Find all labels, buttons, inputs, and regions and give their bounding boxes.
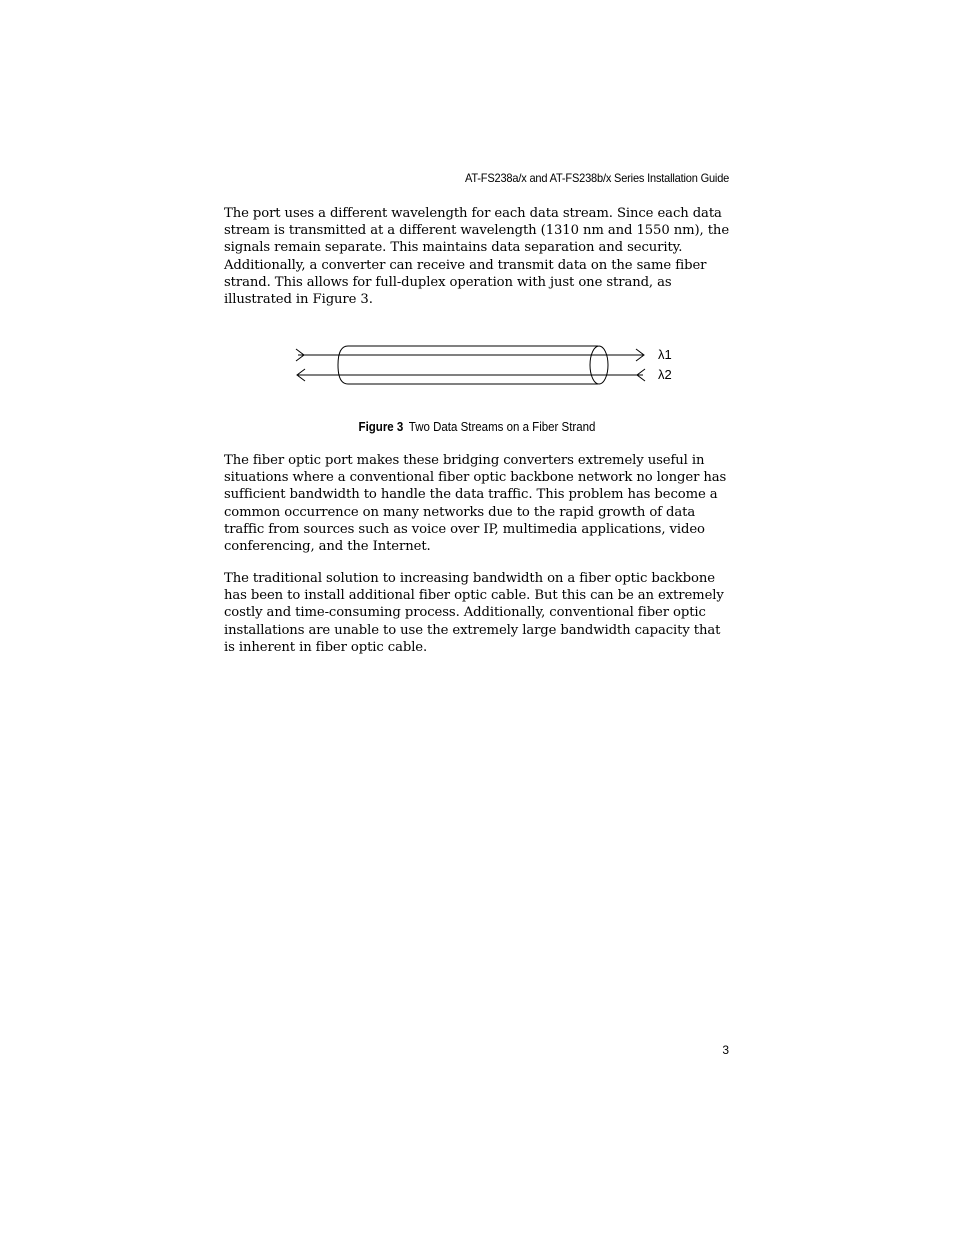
figure-number: Figure 3 [358,420,404,434]
paragraph-traditional-solution: The traditional solution to increasing bandwidth on a fiber optic backbone has been to install additional fiber optic cable. But this can be an extremely costly and time-consuming process. Additionally, conventional fiber optic installations are unable to use the extremely large bandwidth capacity that is inherent in fiber optic cable. [224,571,724,655]
figure-caption-text: Two Data Streams on a Fiber Strand [408,420,596,434]
fiber-cable-end [590,346,608,384]
fiber-strand-diagram [290,340,690,390]
wavelength-label-1: λ1 [658,347,672,362]
page-number: 3 [722,1043,729,1057]
running-header: AT-FS238a/x and AT-FS238b/x Series Installation Guide [464,171,729,185]
wavelength-label-2: λ2 [658,367,672,382]
fiber-strand-svg [290,340,690,390]
figure-caption [38,420,916,434]
paragraph-bridging-converters: The fiber optic port makes these bridging converters extremely useful in situations where a conventional fiber optic backbone network no longer has sufficient bandwidth to handle the data traffic. This problem has become a common occurrence on many networks due to the rapid growth of data traffic from sources such as voice over IP, multimedia applications, video conferencing, and the Internet. [224,453,727,555]
fiber-cable-outline [338,346,598,384]
paragraph-wavelength: The port uses a different wavelength for each data stream. Since each data stream is transmitted at a different wavelength (1310 nm and 1550 nm), the signals remain separate. This maintains data separation and security. Additionally, a converter can receive and transmit data on the same fiber strand. This allows for full-duplex operation with just one strand, as illustrated in Figure 3. [224,206,730,308]
